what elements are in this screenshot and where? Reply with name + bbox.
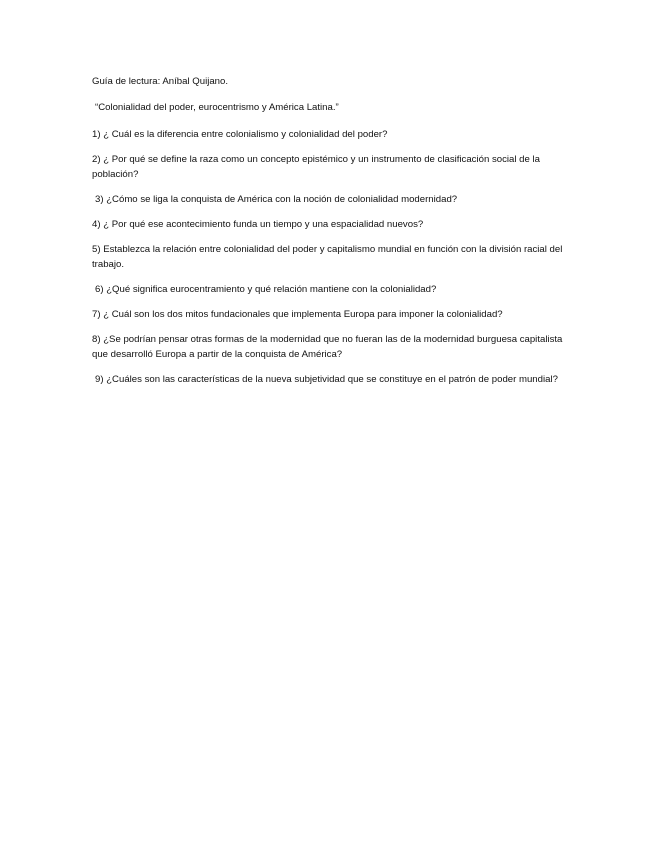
question-1: 1) ¿ Cuál es la diferencia entre colonialismo y colonialidad del poder? xyxy=(92,129,388,140)
document-subtitle: “Colonialidad del poder, eurocentrismo y América Latina.” xyxy=(95,102,339,113)
question-5: 5) Establezca la relación entre colonialidad del poder y capitalismo mundial en función con la división racial del trabajo. xyxy=(92,244,563,270)
question-9: 9) ¿Cuáles son las características de la nueva subjetividad que se constituye en el patrón de poder mundial? xyxy=(95,374,558,385)
question-6: 6) ¿Qué significa eurocentramiento y qué relación mantiene con la colonialidad? xyxy=(95,284,437,295)
question-2: 2) ¿ Por qué se define la raza como un concepto epistémico y un instrumento de clasificación social de la población? xyxy=(92,154,540,180)
question-3: 3) ¿Cómo se liga la conquista de América con la noción de colonialidad modernidad? xyxy=(95,194,458,205)
question-8: 8) ¿Se podrían pensar otras formas de la modernidad que no fueran las de la modernidad burguesa capitalista que desarrolló Europa a partir de la conquista de América? xyxy=(92,334,563,360)
question-7: 7) ¿ Cuál son los dos mitos fundacionales que implementa Europa para imponer la colonialidad? xyxy=(92,309,503,320)
document-title: Guía de lectura: Aníbal Quijano. xyxy=(92,76,228,87)
question-4: 4) ¿ Por qué ese acontecimiento funda un tiempo y una espacialidad nuevos? xyxy=(92,219,424,230)
document-content xyxy=(92,74,570,397)
